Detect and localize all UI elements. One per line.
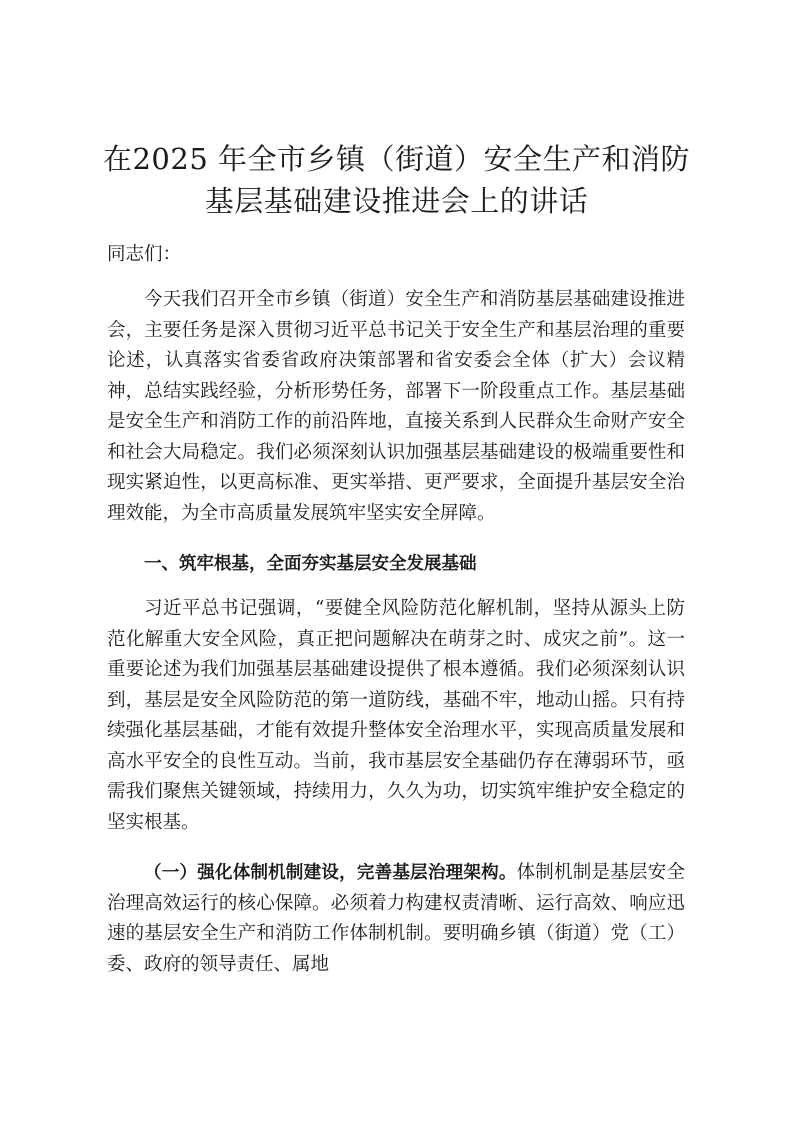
paragraph-subsection-1: [107, 858, 685, 980]
paragraph-intro: 今天我们召开全市乡镇（街道）安全生产和消防基层基础建设推进会，主要任务是深入贯彻习近平总书记关于安全生产和基层治理的重要论述，认真落实省委省政府决策部署和省安委会全体（扩大）会议精神，总结实践经验，分析形势任务，部署下一阶段重点工作。基层基础是安全生产和消防工作的前沿阵地，直接关系到人民群众生命财产安全和社会大局稳定。我们必须深刻认识加强基层基础建设的极端重要性和现实紧迫性，以更高标准、更实举措、更严要求，全面提升基层安全治理效能，为全市高质量发展筑牢坚实安全屏障。: [107, 289, 685, 524]
title-line-2: 基层基础建设推进会上的讲话: [204, 184, 589, 218]
subsection-body-1: 体制机制是基层安全治理高效运行的核心保障。必须着力构建权责清晰、运行高效、响应迅速的基层安全生产和消防工作体制机制。要明确乡镇（街道）党（工）委、政府的领导责任、属地: [107, 862, 685, 975]
title-line-1: 在2025 年全市乡镇（街道）安全生产和消防: [102, 142, 691, 176]
paragraph-section-1: 习近平总书记强调，“要健全风险防范化解机制，坚持从源头上防范化解重大安全风险，真正把问题解决在萌芽之时、成灾之前”。这一重要论述为我们加强基层基础建设提供了根本遵循。我们必须深刻认识到，基层是安全风险防范的第一道防线，基础不牢，地动山摇。只有持续强化基层基础，才能有效提升整体安全治理水平，实现高质量发展和高水平安全的良性互动。当前，我市基层安全基础仍存在薄弱环节，亟需我们聚焦关键领域，持续用力，久久为功，切实筑牢维护安全稳定的坚实根基。: [107, 598, 685, 833]
salutation: 同志们：: [107, 244, 182, 265]
document-title: [100, 138, 693, 222]
subsection-heading-1: （一）强化体制机制建设，完善基层治理架构。: [144, 863, 517, 883]
section-heading-1: 一、筑牢根基，全面夯实基层安全发展基础: [144, 554, 477, 574]
